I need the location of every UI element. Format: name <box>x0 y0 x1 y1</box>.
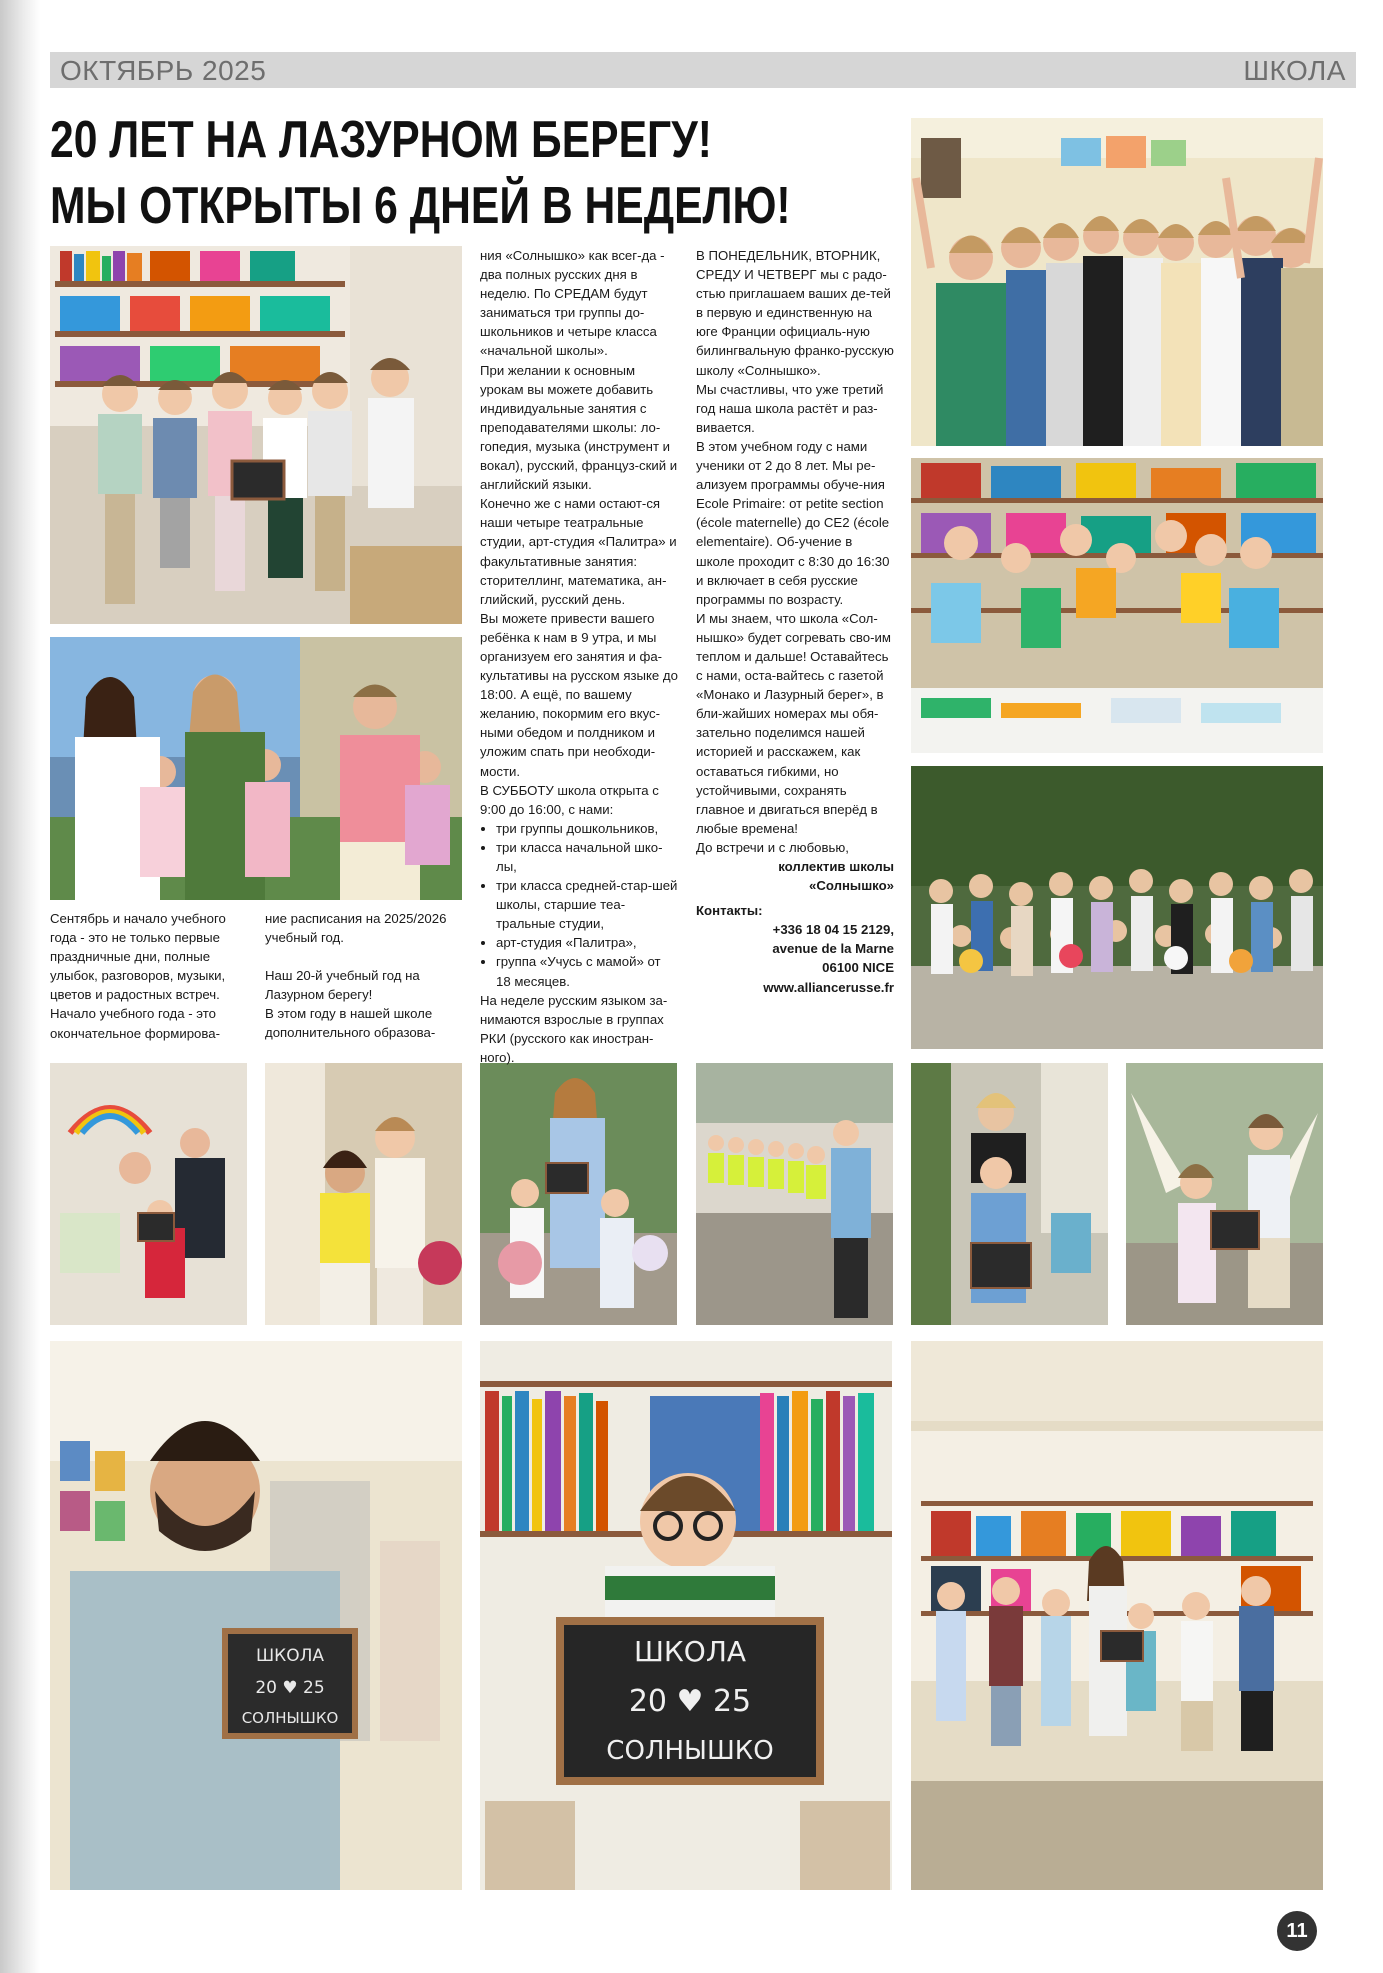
article-col3-paragraph-4: Вы можете привести вашего ребёнка к нам в 9 утра, и мы организуем его занятия и фа-культативы на русском языке до 18:00. А ещё, по вашему желанию, покормим его вкус-ными обедом и полдником и уложим спать при необходи-мости. <box>480 610 678 779</box>
article-col3-paragraph-5: В СУББОТУ школа открыта с 9:00 до 16:00, с нами: <box>480 782 659 817</box>
chalkboard-text-school: ШКОЛА <box>255 1646 325 1666</box>
article-col3-paragraph-2: При желании к основным урокам вы можете добавить индивидуальные занятия с преподавателями школы: ло-гопедия, музыка (инструмент и вокал), русский, француз-ский и английский языки. <box>480 362 678 493</box>
photo-girl-boy-chalkboard <box>1126 1063 1323 1325</box>
article-column-2 <box>265 909 465 1043</box>
contact-city: 06100 NICE <box>822 960 894 976</box>
contact-website: www.alliancerusse.fr <box>763 979 894 995</box>
article-col3-paragraph-3: Конечно же с нами остают-ся наши четыре театральные студии, арт-студия «Палитра» и факультативные занятия: сторителлинг, математика, ан-глийский, русский день. <box>480 496 677 607</box>
list-item: • три группы дошкольников, <box>496 819 678 838</box>
article-column-3 <box>480 246 678 1067</box>
photo-family-red-dress <box>50 1063 247 1325</box>
photo-boy-glasses-chalkboard <box>480 1341 892 1890</box>
headline-line-1: 20 ЛЕТ НА ЛАЗУРНОМ БЕРЕГУ! <box>50 111 712 169</box>
contact-phone: +336 18 04 15 2129, <box>772 922 894 938</box>
article-col4-paragraph-4: И мы знаем, что школа «Сол-нышко» будет согревать сво-им теплом и дальше! Оставайтесь с нами, оста-вайтесь с газетой «Монако и Лазурный берег», в бли-жайших номерах мы обя-зательно поделимся нашей историей и расскажем, как оставаться гибкими, но устойчивыми, сохранять главное и двигаться вперёд в любые времена! <box>696 610 891 836</box>
photo-schoolyard-crowd <box>911 766 1323 1049</box>
photo-girl-and-boy <box>265 1063 462 1325</box>
photo-boy-with-mother <box>911 1063 1108 1325</box>
article-column-1 <box>50 909 245 1043</box>
photo-man-with-chalkboard <box>50 1341 462 1890</box>
list-item: • группа «Учусь с мамой» от 18 месяцев. <box>496 952 678 990</box>
header-month: ОКТЯБРЬ 2025 <box>60 55 267 86</box>
chalkboard-text-year: 20 ♥ 25 <box>255 1678 325 1698</box>
photo-children-bookshelf <box>50 246 462 624</box>
signature-line-1: коллектив школы <box>778 859 894 874</box>
article-col3-paragraph-6: На неделе русским языком за-нимаются взрослые в группах РКИ (русского как иностран-ного). <box>480 992 668 1065</box>
article-col2-paragraph-3: В этом году в нашей школе дополнительного образова- <box>265 1006 436 1041</box>
contacts-heading: Контакты: <box>696 903 763 919</box>
headline-line-2: МЫ ОТКРЫТЫ 6 ДНЕЙ В НЕДЕЛЮ! <box>50 177 791 235</box>
article-col2-paragraph-2: Наш 20-й учебный год на Лазурном берегу! <box>265 968 420 1003</box>
article-column-4 <box>696 246 894 997</box>
chalkboard-text-name: СОЛНЫШКО <box>241 1709 339 1727</box>
article-col4-paragraph-1: В ПОНЕДЕЛЬНИК, ВТОРНИК, СРЕДУ И ЧЕТВЕРГ мы с радо-стью приглашаем ваших де-тей в первую и единственную на юге Франции официаль-ную билингвальную франко-русскую школу «Солнышко». <box>696 248 894 378</box>
saturday-groups-list <box>480 819 678 991</box>
contact-street: avenue de la Marne <box>772 941 894 957</box>
photo-teachers-group <box>911 118 1323 446</box>
signature-line-2: «Солнышко» <box>809 878 894 894</box>
page-number-badge: 11 <box>1277 1911 1317 1951</box>
photo-children-in-line <box>696 1063 893 1325</box>
article-col3-paragraph-1: ния «Солнышко» как всег-да - два полных русских дня в неделю. По СРЕДАМ будут заниматься три группы до-школьников и четыре класса «начальной школы». <box>480 248 665 359</box>
article-col4-paragraph-5: До встречи и с любовью, <box>696 839 849 855</box>
photo-mother-two-children <box>480 1063 677 1325</box>
article-col4-paragraph-3: В этом учебном году с нами ученики от 2 до 8 лет. Мы ре-ализуем программы обуче-ния Ecole Primaire: от petite section (école maternelle) до CE2 (école elementaire). Об-учение в школе проходит с 8:30 до 16:30 и включает в себя русские программы по возрасту. <box>696 438 890 607</box>
chalkboard-text-name-2: СОЛНЫШКО <box>606 1736 774 1766</box>
list-item: • три класса средней-стар-шей школы, старшие теа-тральные студии, <box>496 876 678 933</box>
photo-class-with-teacher <box>911 1341 1323 1890</box>
chalkboard-text-school-2: ШКОЛА <box>633 1635 747 1668</box>
list-item: • арт-студия «Палитра», <box>496 933 678 952</box>
header-section: ШКОЛА <box>1243 55 1346 86</box>
page-spine-shadow <box>0 0 40 1973</box>
article-col1-paragraph: Сентябрь и начало учебного года - это не только первые праздничные дни, полные улыбок, разговоров, музыки, цветов и радостных встреч. Начало учебного года - это окончательное формирова- <box>50 911 226 1041</box>
photo-children-with-books <box>911 458 1323 753</box>
article-col2-paragraph-1: ние расписания на 2025/2026 учебный год. <box>265 911 447 946</box>
page-header-bar <box>50 52 1356 88</box>
photo-parents-with-toddlers <box>50 637 462 900</box>
chalkboard-text-year-2: 20 ♥ 25 <box>628 1684 752 1719</box>
list-item: • три класса начальной шко-лы, <box>496 838 678 876</box>
article-col4-paragraph-2: Мы счастливы, что уже третий год наша школа растёт и раз-вивается. <box>696 381 884 435</box>
